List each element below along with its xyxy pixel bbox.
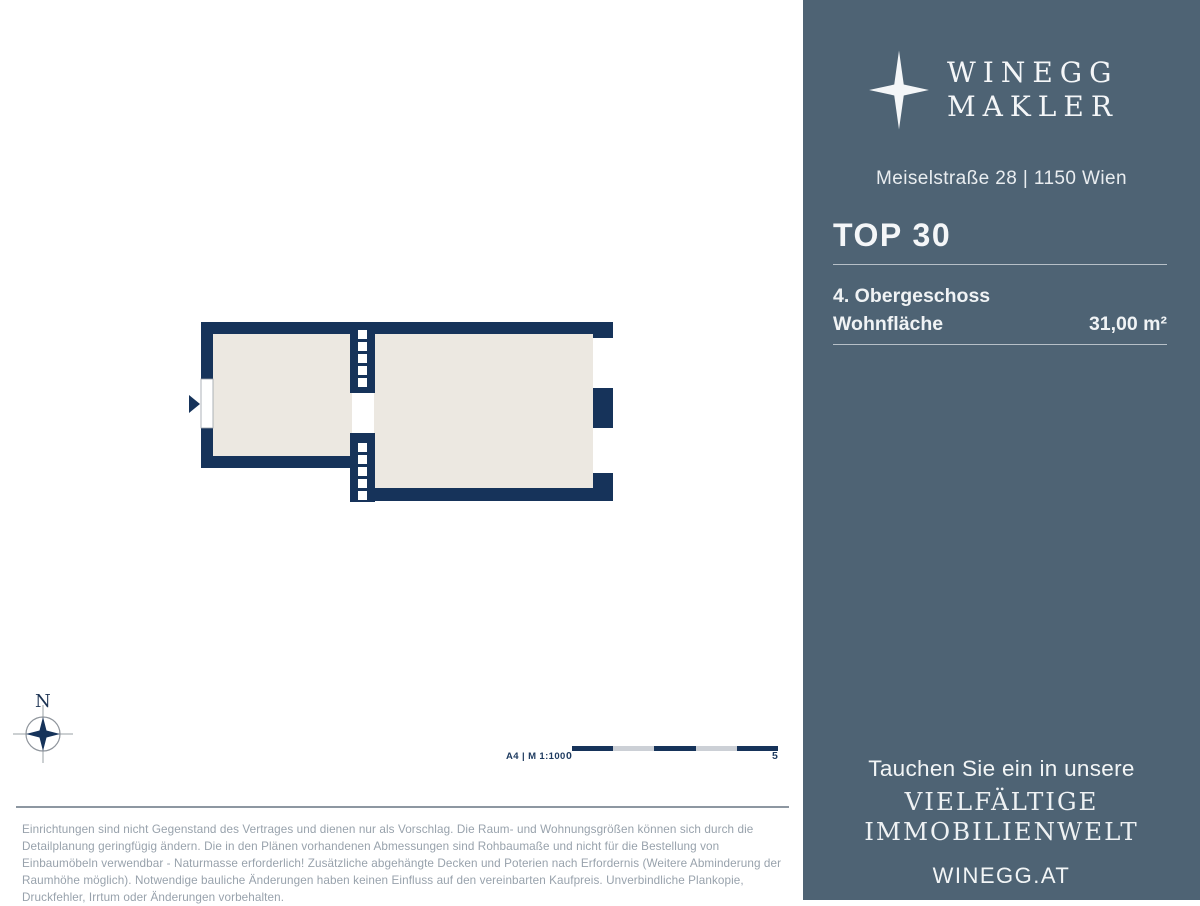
north-label: N — [35, 691, 51, 712]
brand-wordmark — [947, 56, 1119, 124]
website-label: WINEGG.AT — [932, 863, 1071, 888]
window-pier — [593, 388, 613, 428]
unit-title: TOP 30 — [833, 217, 952, 253]
left-room-bottom-wall — [201, 456, 375, 468]
promo-block — [803, 756, 1200, 889]
entrance-arrow-icon — [189, 395, 200, 413]
scale-segment — [613, 746, 654, 751]
top-wall — [201, 322, 613, 334]
floor-plan — [188, 322, 618, 502]
middle-wall-dash-squares — [358, 330, 367, 500]
scale-end-label: 5 — [772, 750, 778, 762]
divider — [833, 344, 1167, 345]
winegg-star-icon — [865, 48, 933, 132]
right-wall-top-corner — [593, 322, 613, 338]
promo-headline — [803, 787, 1200, 847]
promo-headline-line1: VIELFÄLTIGE — [904, 787, 1099, 816]
scale-segment — [572, 746, 613, 751]
scale-format-label: A4 | M 1:100 — [506, 751, 566, 762]
compass-rose-icon — [12, 686, 76, 770]
disclaimer-text: Einrichtungen sind nicht Gegenstand des Vertrages und dienen nur als Vorschlag. Die Raum- und Wohnungsgrößen können sich durch die Detailplanung geringfügig ändern. Die in den Plänen vorhandenen Abmessungen sind Rohbaumaße und nicht für die Bestellung von Einbaumöbeln verwendbar - Naturmasse erforderlich! Zusätzliche abgehängte Decken und Poterien nach Erfordernis (Weitere Abminderung der Raumhöhe möglich). Notwendige bauliche Änderungen haben keinen Einfluss auf den vereinbarten Kaufpreis. Unverbindliche Plankopie, Druckfehler, Irrtum oder Änderungen vorbehalten. — [22, 823, 782, 904]
scale-start-label: 0 — [566, 750, 572, 762]
footer-divider — [16, 806, 789, 808]
floor-label: 4. Obergeschoss — [833, 285, 991, 307]
brand-logo — [865, 48, 1119, 132]
living-area-row — [833, 313, 1167, 336]
area-value: 31,00 m² — [1088, 313, 1167, 335]
brand-name-line2: MAKLER — [947, 90, 1119, 123]
promo-headline-line2: IMMOBILIENWELT — [864, 817, 1139, 846]
property-address: Meiselstraße 28 | 1150 Wien — [876, 168, 1127, 189]
brand-name-line1: WINEGG — [947, 56, 1119, 89]
window-bottom — [593, 428, 608, 473]
scale-bar — [572, 746, 778, 751]
scale-segment — [654, 746, 695, 751]
area-label: Wohnfläche — [833, 313, 944, 335]
right-room-floor — [374, 333, 593, 489]
brand-sidebar — [803, 0, 1200, 900]
right-room-bottom-wall — [350, 488, 613, 501]
entrance-door-opening — [201, 379, 213, 428]
left-room-floor — [212, 333, 352, 456]
divider — [833, 264, 1167, 265]
right-wall-bottom-corner — [593, 473, 613, 501]
scale-segment — [696, 746, 737, 751]
promo-intro: Tauchen Sie ein in unsere — [868, 756, 1135, 781]
window-top — [593, 338, 608, 388]
